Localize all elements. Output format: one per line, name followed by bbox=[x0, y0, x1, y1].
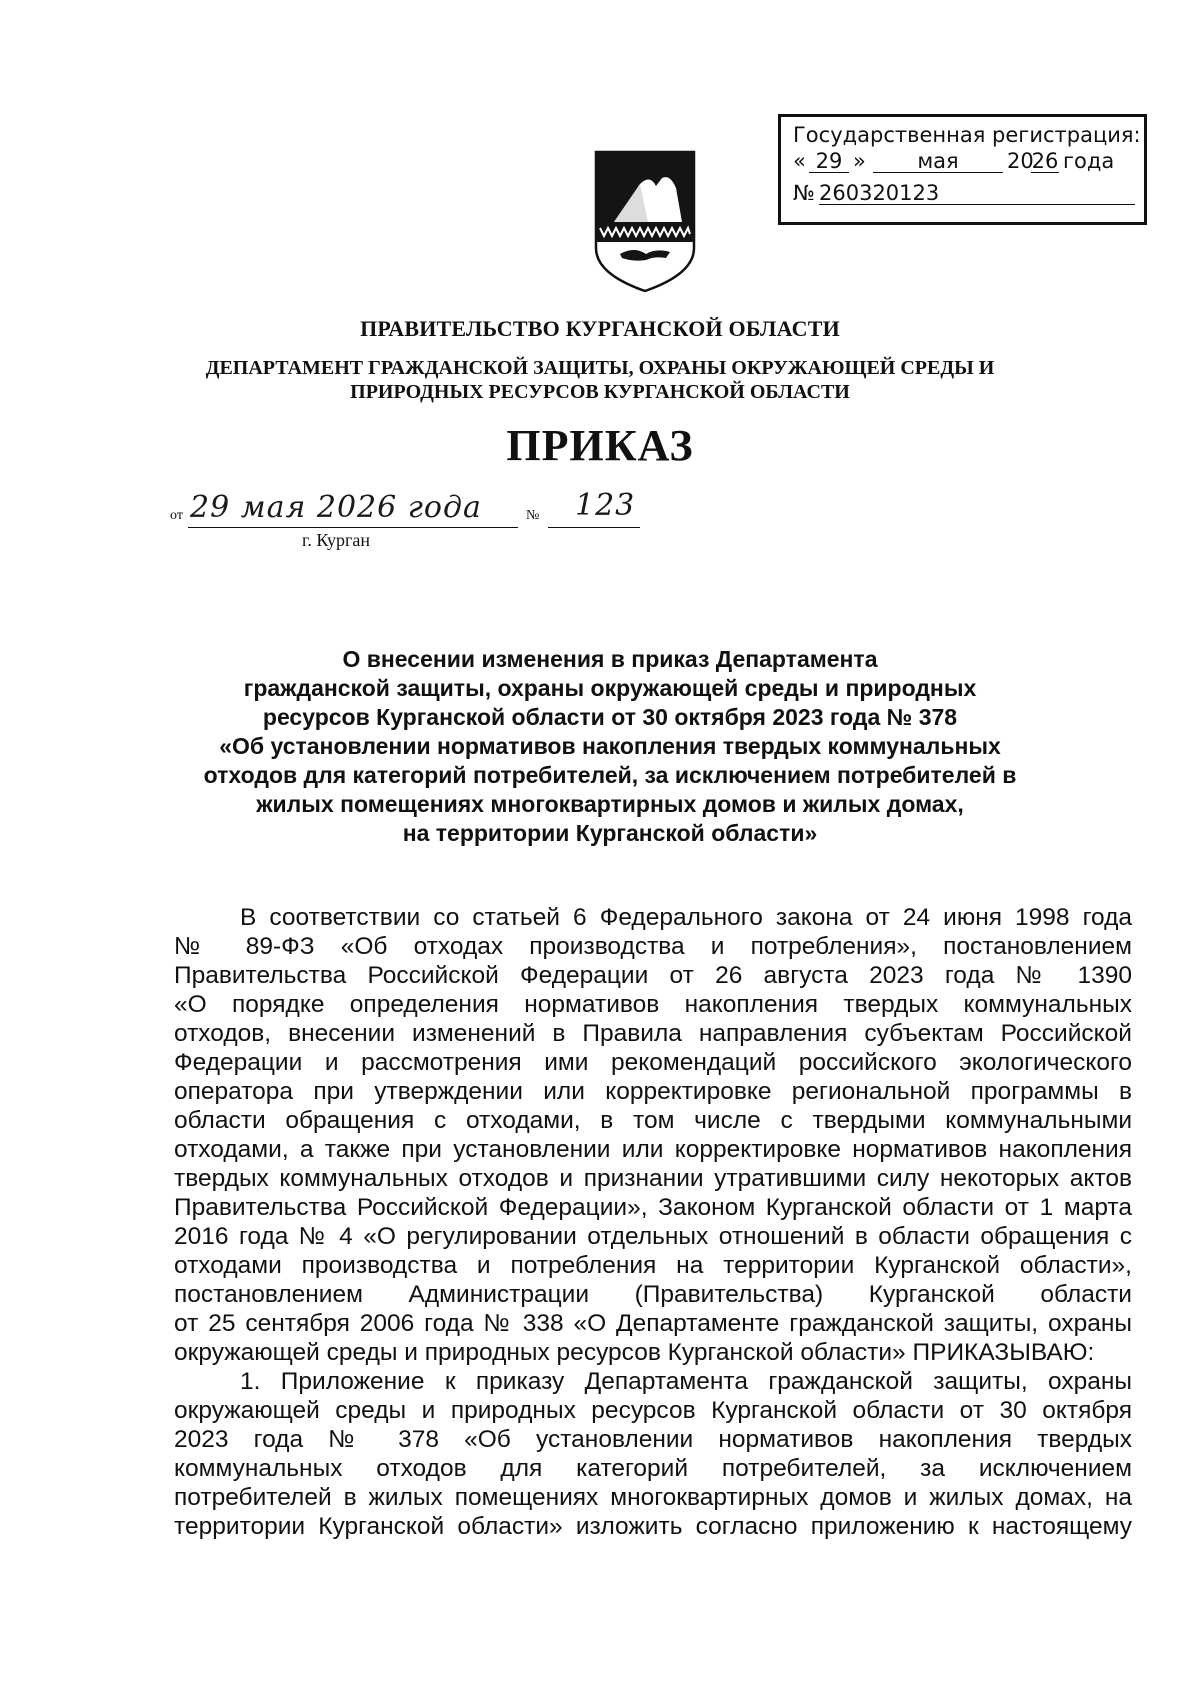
body-line: 2016 года № 4 «О регулировании отдельных отношений в области обращения с bbox=[174, 1223, 1132, 1250]
government-name: ПРАВИТЕЛЬСТВО КУРГАНСКОЙ ОБЛАСТИ bbox=[360, 316, 840, 341]
body-line: оператора при утверждении или корректировке региональной программы в bbox=[174, 1078, 1132, 1105]
order-body-text bbox=[174, 903, 1132, 1541]
subject-line: жилых помещениях многоквартирных домов и жилых домах, bbox=[256, 791, 964, 817]
registration-day-close: » bbox=[853, 149, 866, 173]
order-subject bbox=[160, 645, 1060, 848]
handwritten-date: 29 мая 2026 года bbox=[190, 490, 482, 525]
body-line: № 89-ФЗ «Об отходах производства и потребления», постановлением bbox=[174, 933, 1132, 960]
registration-year-word: года bbox=[1063, 149, 1115, 173]
body-line: отходами производства и потребления на территории Курганской области», bbox=[174, 1252, 1132, 1279]
subject-line: О внесении изменения в приказ Департамента bbox=[342, 646, 878, 672]
registration-day: 29 bbox=[809, 149, 849, 173]
body-line: Правительства Российской Федерации от 26 августа 2023 года № 1390 bbox=[174, 962, 1132, 989]
body-line: окружающей среды и природных ресурсов Курганской области» ПРИКАЗЫВАЮ: bbox=[174, 1339, 1095, 1366]
body-line: области обращения с отходами, в том числе с твердыми коммунальными bbox=[174, 1107, 1132, 1134]
registration-stamp bbox=[778, 114, 1147, 225]
coat-of-arms-emblem bbox=[590, 150, 700, 293]
body-line: «О порядке определения нормативов накопления твердых коммунальных bbox=[174, 991, 1132, 1018]
body-line: отходов, внесении изменений в Правила направления субъектам Российской bbox=[174, 1020, 1132, 1047]
registration-month: мая bbox=[873, 149, 1003, 173]
date-underline bbox=[188, 527, 518, 528]
registration-number: 260320123 bbox=[819, 181, 1135, 205]
body-line: территории Курганской области» изложить согласно приложению к настоящему bbox=[174, 1513, 1132, 1540]
registration-day-open: « bbox=[793, 149, 806, 173]
number-label: № bbox=[526, 508, 540, 523]
body-line: твердых коммунальных отходов и признании утратившими силу некоторых актов bbox=[174, 1165, 1132, 1192]
body-line: от 25 сентября 2006 года № 338 «О Департаменте гражданской защиты, охраны bbox=[174, 1310, 1132, 1337]
registration-number-sign: № bbox=[793, 181, 815, 205]
subject-line: гражданской защиты, охраны окружающей среды и природных bbox=[243, 675, 977, 701]
body-line: отходами, а также при установлении или корректировке нормативов накопления bbox=[174, 1136, 1132, 1163]
body-line: 1. Приложение к приказу Департамента гражданской защиты, охраны bbox=[240, 1368, 1132, 1395]
number-underline bbox=[548, 527, 640, 528]
handwritten-number: 123 bbox=[575, 488, 636, 523]
registration-year-prefix: 20 bbox=[1007, 149, 1034, 173]
order-date-number-row bbox=[170, 490, 650, 530]
body-line: Федерации и рассмотрения ими рекомендаций российского экологического bbox=[174, 1049, 1132, 1076]
body-line: Правительства Российской Федерации», Законом Курганской области от 1 марта bbox=[174, 1194, 1132, 1221]
subject-line: отходов для категорий потребителей, за исключением потребителей в bbox=[203, 762, 1017, 788]
body-line: коммунальных отходов для категорий потребителей, за исключением bbox=[174, 1455, 1132, 1482]
body-line: окружающей среды и природных ресурсов Курганской области от 30 октября bbox=[174, 1397, 1132, 1424]
body-line: 2023 года № 378 «Об установлении нормативов накопления твердых bbox=[174, 1426, 1132, 1453]
registration-title: Государственная регистрация: bbox=[793, 123, 1141, 147]
city-name: г. Курган bbox=[302, 530, 371, 550]
subject-line: ресурсов Курганской области от 30 октября 2023 года № 378 bbox=[262, 704, 958, 730]
body-line: постановлением Администрации (Правительства) Курганской области bbox=[174, 1281, 1132, 1308]
date-from-label: от bbox=[170, 508, 183, 523]
document-type-title: ПРИКАЗ bbox=[506, 421, 694, 470]
registration-date-line bbox=[793, 147, 1134, 181]
department-name-line-2: ПРИРОДНЫХ РЕСУРСОВ КУРГАНСКОЙ ОБЛАСТИ bbox=[350, 381, 850, 403]
registration-year-suffix: 26 bbox=[1031, 149, 1059, 173]
body-line: В соответствии со статьей 6 Федерального закона от 24 июня 1998 года bbox=[240, 904, 1132, 931]
subject-line: «Об установлении нормативов накопления твердых коммунальных bbox=[219, 733, 1001, 759]
registration-number-line bbox=[793, 181, 1134, 215]
body-line: потребителей в жилых помещениях многоквартирных домов и жилых домах, на bbox=[174, 1484, 1132, 1511]
department-name-line-1: ДЕПАРТАМЕНТ ГРАЖДАНСКОЙ ЗАЩИТЫ, ОХРАНЫ ОКРУЖАЮЩЕЙ СРЕДЫ И bbox=[205, 357, 995, 379]
subject-line: на территории Курганской области» bbox=[402, 820, 818, 846]
